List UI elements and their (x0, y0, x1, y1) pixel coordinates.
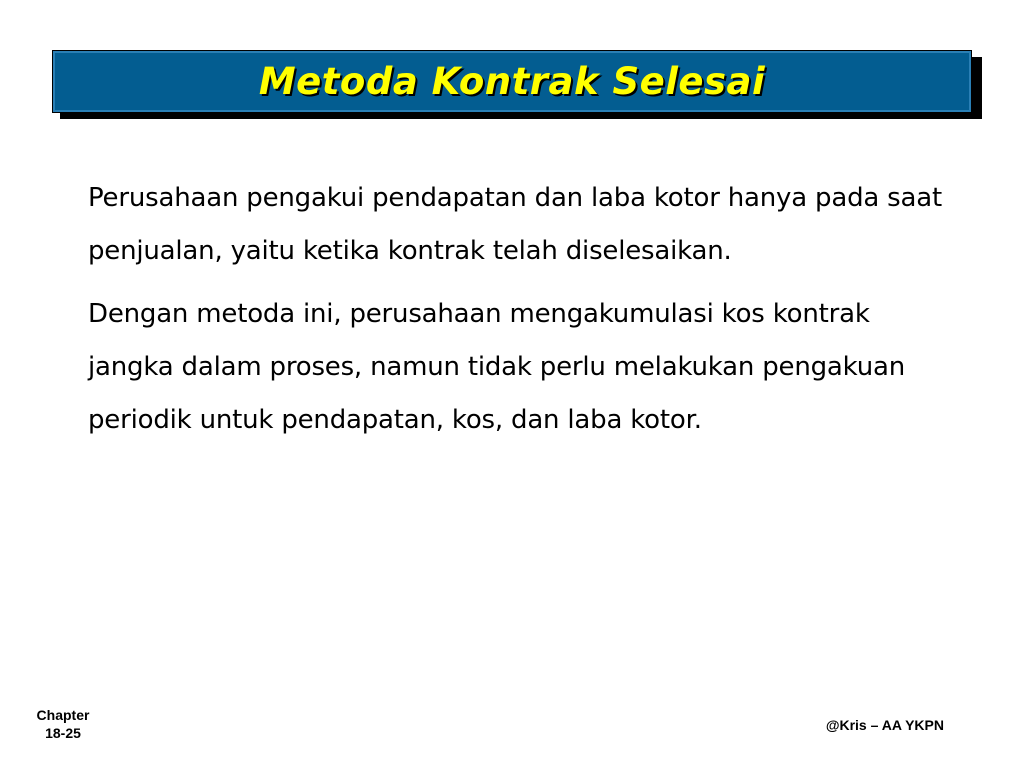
chapter-label: Chapter (36, 707, 90, 723)
slide-body (88, 172, 958, 457)
body-paragraph-2: Dengan metoda ini, perusahaan mengakumulasi kos kontrak jangka dalam proses, namun tidak perlu melakukan pengakuan periodik untuk pendapatan, kos, dan laba kotor. (88, 299, 906, 435)
footer-credit: @Kris – AA YKPN (825, 717, 944, 733)
chapter-label-block (30, 706, 96, 742)
chapter-number: 18-25 (45, 725, 81, 741)
body-paragraph-1: Perusahaan pengakui pendapatan dan laba kotor hanya pada saat penjualan, yaitu ketika kontrak telah diselesaikan. (88, 183, 942, 266)
title-bar (52, 50, 972, 113)
slide-title: Metoda Kontrak Selesai (258, 60, 766, 103)
